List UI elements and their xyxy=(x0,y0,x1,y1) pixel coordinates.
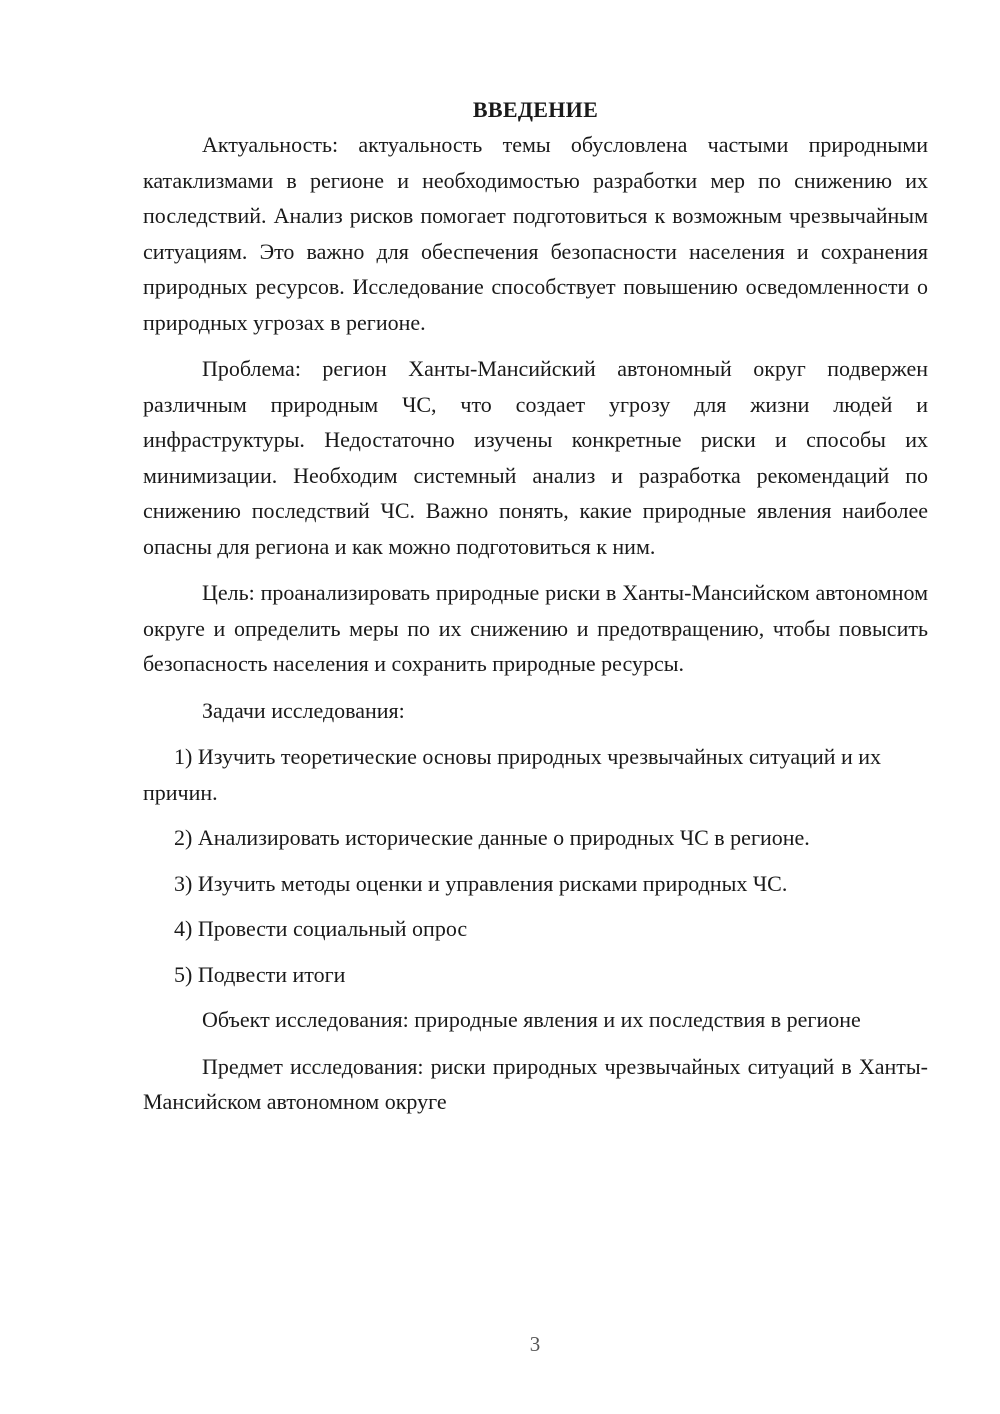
tasks-heading: Задачи исследования: xyxy=(202,697,405,723)
task-item-4: 4) Провести социальный опрос xyxy=(174,916,468,941)
section-title: ВВЕДЕНИЕ xyxy=(472,97,599,122)
tasks-list xyxy=(143,739,928,992)
paragraph-object: Объект исследования: природные явления и их последствия в регионе xyxy=(202,1007,861,1032)
paragraph-relevance: Актуальность: актуальность темы обусловлена частыми природными катаклизмами в регионе и необходимостью разработки мер по снижению их последствий. Анализ рисков помогает подготовиться к возможным чрезвычайным ситуациям. Это важно для обеспечения безопасности населения и сохранения природных ресурсов. Исследование способствует повышению осведомленности о природных угрозах в регионе. xyxy=(143,132,928,335)
paragraph-goal: Цель: проанализировать природные риски в Ханты-Мансийском автономном округе и определить меры по их снижению и предотвращению, чтобы повысить безопасность населения и сохранить природные ресурсы. xyxy=(143,580,928,676)
paragraph-problem: Проблема: регион Ханты-Мансийский автономный округ подвержен различным природным ЧС, что создает угрозу для жизни людей и инфраструктуры. Недостаточно изучены конкретные риски и способы их минимизации. Необходим системный анализ и разработка рекомендаций по снижению последствий ЧС. Важно понять, какие природные явления наиболее опасны для региона и как можно подготовиться к ним. xyxy=(143,356,928,559)
task-item-5: 5) Подвести итоги xyxy=(174,961,346,987)
page-number: 3 xyxy=(529,1332,541,1356)
task-item-1: 1) Изучить теоретические основы природных чрезвычайных ситуаций и их причин. xyxy=(143,744,882,805)
document-page xyxy=(143,92,928,1131)
paragraph-subject: Предмет исследования: риски природных чрезвычайных ситуаций в Ханты-Мансийском автономном округе xyxy=(143,1053,928,1114)
task-item-2: 2) Анализировать исторические данные о природных ЧС в регионе. xyxy=(174,825,810,850)
task-item-3: 3) Изучить методы оценки и управления рисками природных ЧС. xyxy=(174,870,788,896)
